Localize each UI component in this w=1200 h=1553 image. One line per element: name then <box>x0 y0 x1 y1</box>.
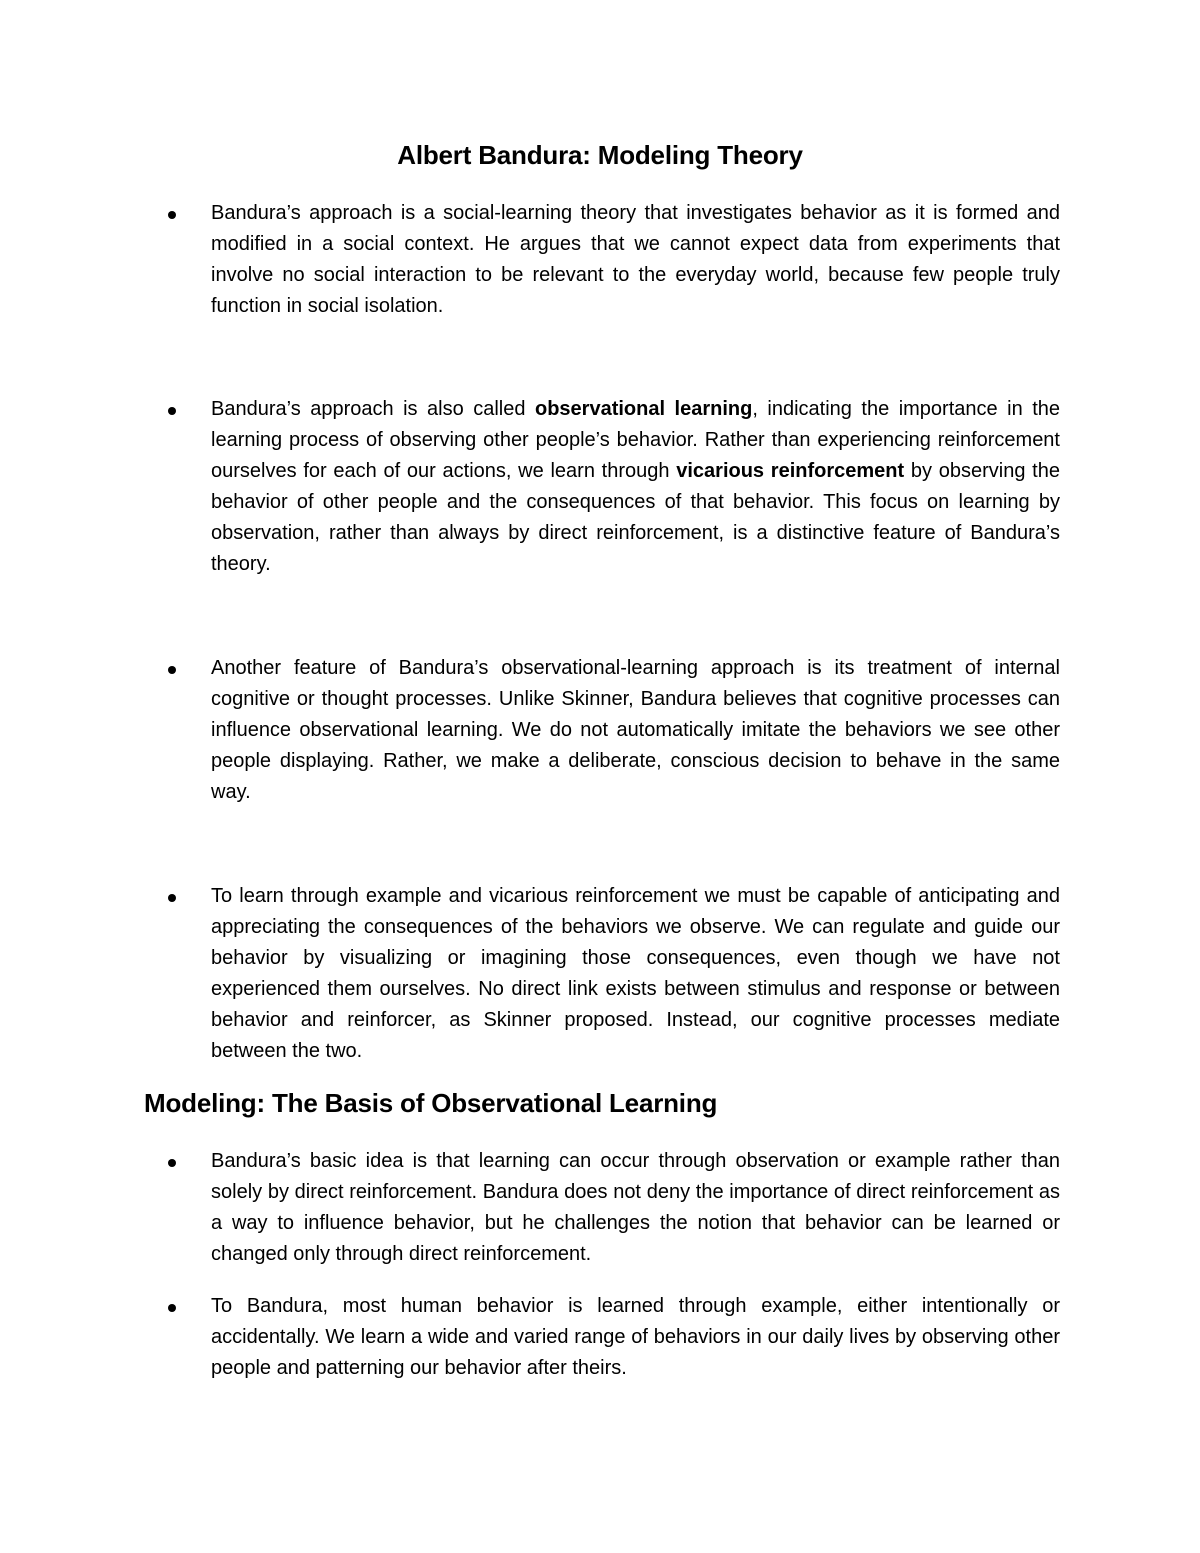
bullet-icon <box>168 1304 176 1312</box>
key-term-vicarious-reinforcement: vicarious reinforcement <box>676 460 905 482</box>
text-segment: , indicating the importance in the learning process of observing other people’s behavior. Rather than experiencing reinforcement ourselves for each of our actions, we learn through <box>211 398 1060 482</box>
bullet-icon <box>168 211 176 219</box>
paragraph-text: Bandura’s basic idea is that learning can occur through observation or example rather than solely by direct reinforcement. Bandura does not deny the importance of direct reinforcement as a way to influence behavior, but he challenges the notion that behavior can be learned or changed only through direct reinforcement. <box>211 1150 1060 1265</box>
paragraph-text <box>211 394 1060 580</box>
text-segment: by observing the behavior of other people and the consequences of that behavior. This focus on learning by observation, rather than always by direct reinforcement, is a distinctive feature of Bandura’s theory. <box>211 460 1060 575</box>
section-heading: Modeling: The Basis of Observational Learning <box>144 1088 718 1118</box>
bullet-icon <box>168 1159 176 1167</box>
key-term-observational-learning: observational learning <box>534 398 753 420</box>
bullet-icon <box>168 666 176 674</box>
paragraph-text: Another feature of Bandura’s observational-learning approach is its treatment of internal cognitive or thought processes. Unlike Skinner, Bandura believes that cognitive processes can influence observational learning. We do not automatically imitate the behaviors we see other people displaying. Rather, we make a deliberate, conscious decision to behave in the same way. <box>211 657 1060 803</box>
document-title: Albert Bandura: Modeling Theory <box>397 140 803 170</box>
bullet-icon <box>168 407 176 415</box>
text-segment: Bandura’s approach is also called <box>211 398 535 420</box>
paragraph-text: Bandura’s approach is a social-learning theory that investigates behavior as it is formed and modified in a social context. He argues that we cannot expect data from experiments that involve no social interaction to be relevant to the everyday world, because few people truly function in social isolation. <box>211 202 1060 317</box>
paragraph-text: To Bandura, most human behavior is learned through example, either intentionally or accidentally. We learn a wide and varied range of behaviors in our daily lives by observing other people and patterning our behavior after theirs. <box>211 1295 1060 1379</box>
bullet-icon <box>168 894 176 902</box>
paragraph-text: To learn through example and vicarious reinforcement we must be capable of anticipating and appreciating the consequences of the behaviors we observe. We can regulate and guide our behavior by visualizing or imagining those consequences, even though we have not experienced them ourselves. No direct link exists between stimulus and response or between behavior and reinforcer, as Skinner proposed. Instead, our cognitive processes mediate between the two. <box>211 885 1060 1062</box>
